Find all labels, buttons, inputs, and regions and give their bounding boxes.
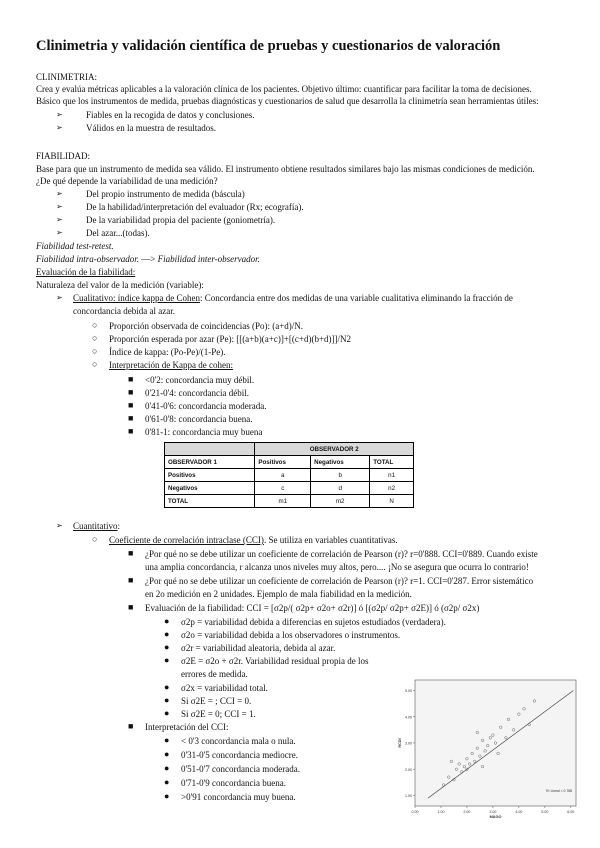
- evaluacion-heading: Evaluación de la fiabilidad:: [36, 267, 136, 277]
- x-tick-label: 1.00: [437, 810, 445, 814]
- cuantitativo-line: [73, 521, 120, 532]
- table-cell: Positivos: [165, 469, 255, 482]
- inter-observador: Fiabilidad inter-observador.: [157, 254, 260, 264]
- cci-sub: σ2o = variabilidad debida a los observadores o instrumentos.: [181, 630, 401, 640]
- square-bullet-icon: ■: [128, 426, 134, 436]
- arrow-bullet-icon: ➢: [56, 189, 63, 198]
- x-axis-label: MAGO: [489, 815, 502, 818]
- table-cell: d: [311, 482, 370, 495]
- fiabilidad-bullet: De la habilidad/interpretación del evaluador (Rx; ecografía).: [86, 202, 304, 212]
- table-cell: m2: [311, 495, 370, 508]
- dot-bullet-icon: ●: [164, 763, 170, 773]
- r2-annotation: R² Lineal = 0.788: [546, 789, 572, 793]
- cci-line: [109, 535, 398, 546]
- cci-sub: σ2p = variabilidad debida a diferencias en sujetos estudiados (verdadera).: [181, 617, 446, 627]
- dot-bullet-icon: ●: [164, 629, 170, 639]
- cualitativo-line: [73, 293, 513, 304]
- fiabilidad-p1: Base para que un instrumento de medida sea válido. El instrumento obtiene resultados similares bajo las mismas condiciones de medición.: [36, 164, 535, 174]
- cci-interp-item: < 0'3 concordancia mala o nula.: [181, 736, 296, 746]
- arrow-bullet-icon: ➢: [56, 293, 63, 302]
- cci-q2a: ¿Por qué no se debe utilizar un coeficiente de correlación de Pearson (r)? r=1. CCI=0'287. Error sistemático: [145, 576, 534, 586]
- cci-sub: σ2x = variabilidad total.: [181, 683, 268, 693]
- kappa-item: Índice de kappa: (Po-Pe)/(1-Pe).: [109, 347, 226, 357]
- test-retest: Fiabilidad test-retest.: [36, 241, 114, 251]
- arrow-text: —>: [141, 254, 156, 264]
- circle-bullet-icon: ○: [92, 320, 98, 330]
- table-cell: N: [370, 495, 414, 508]
- dot-bullet-icon: ●: [164, 616, 170, 626]
- fiabilidad-bullet: De la variabilidad propia del paciente (goniometría).: [86, 215, 276, 225]
- intra-observador: Fiabilidad intra-observador.: [36, 254, 139, 264]
- y-axis-label: RCDI: [398, 738, 402, 748]
- x-tick-label: 2.00: [463, 810, 471, 814]
- kappa-item: Proporción esperada por azar (Pe): [[(a+b)(a+c)]+[(c+d)(b+d)]]/N2: [109, 334, 352, 344]
- square-bullet-icon: ■: [128, 721, 134, 731]
- kappa-interp-label: Interpretación de Kappa de cohen:: [109, 360, 233, 370]
- kappa-item: Proporción observada de coincidencias (Po): (a+d)/N.: [109, 321, 304, 331]
- table-top-header: OBSERVADOR 2: [255, 443, 414, 456]
- circle-bullet-icon: ○: [92, 346, 98, 356]
- x-tick-label: 6.00: [567, 810, 575, 814]
- dot-bullet-icon: ●: [164, 655, 170, 665]
- cci-q2b: en 2o medición en 2 unidades. Ejemplo de mala fiabilidad en la medición.: [145, 589, 412, 599]
- dot-bullet-icon: ●: [164, 777, 170, 787]
- plot-area: [415, 680, 576, 806]
- square-bullet-icon: ■: [128, 400, 134, 410]
- square-bullet-icon: ■: [128, 387, 134, 397]
- scatter-chart: [395, 676, 580, 818]
- circle-bullet-icon: ○: [92, 359, 98, 369]
- arrow-bullet-icon: ➢: [56, 123, 63, 132]
- cualitativo-text2: concordancia debida al azar.: [73, 306, 175, 316]
- cci-interp-item: >0'91 concordancia muy buena.: [181, 792, 296, 802]
- cci-interp-label: Interpretación del CCI:: [145, 722, 229, 732]
- dot-bullet-icon: ●: [164, 791, 170, 801]
- kappa-interp-item: 0'21-0'4: concordancia débil.: [145, 388, 249, 398]
- table-col-header: TOTAL: [370, 456, 414, 469]
- cci-interp-item: 0'51-0'7 concordancia moderada.: [181, 764, 300, 774]
- table-col-header: Negativos: [311, 456, 370, 469]
- cci-sub: σ2E = σ2o + σ2r. Variabilidad residual propia de los: [181, 656, 369, 666]
- clinimetria-bullet: Fiables en la recogida de datos y conclusiones.: [86, 110, 255, 120]
- cualitativo-text: : Concordancia entre dos medidas de una variable cualitativa eliminando la fracción de: [199, 293, 513, 303]
- cci-text: . Se utiliza en variables cuantitativas.: [263, 535, 398, 545]
- dot-bullet-icon: ●: [164, 735, 170, 745]
- fiabilidad-bullet: Del azar...(todas).: [86, 228, 150, 238]
- circle-bullet-icon: ○: [92, 534, 98, 544]
- cci-sub: errores de medida.: [181, 669, 248, 679]
- dot-bullet-icon: ●: [164, 708, 170, 718]
- y-tick-label: 2.00: [405, 767, 412, 772]
- arrow-bullet-icon: ➢: [56, 215, 63, 224]
- cci-interp-item: 0'31-0'5 concordancia mediocre.: [181, 750, 298, 760]
- observer-table: [164, 442, 414, 508]
- cci-q1b: una amplia concordancia, r alcanza unos niveles muy altos, pero.... ¡No se asegura que ocurra lo contrario!: [145, 562, 529, 572]
- kappa-interp-item: 0'61-0'8: concordancia buena.: [145, 414, 253, 424]
- cci-sub: Si σ2E = 0; CCI = 1.: [181, 709, 256, 719]
- cualitativo-label: Cualitativo: índice kappa de Cohen: [73, 293, 200, 303]
- table-cell: TOTAL: [165, 495, 255, 508]
- table-col-header: OBSERVADOR 1: [165, 456, 255, 469]
- y-tick-label: 1.00: [405, 794, 412, 798]
- table-col-header: Positivos: [255, 456, 311, 469]
- clinimetria-p1: Crea y evalúa métricas aplicables a la valoración clínica de los pacientes. Objetivo último: cuantificar para facilitar la toma de decisiones.: [36, 84, 532, 94]
- clinimetria-heading: CLINIMETRIA:: [36, 72, 97, 82]
- page-title: Clinimetria y validación científica de pruebas y cuestionarios de valoración: [36, 38, 501, 54]
- dot-bullet-icon: ●: [164, 695, 170, 705]
- clinimetria-p2: Básico que los instrumentos de medida, pruebas diagnósticas y cuestionarios de salud que desarrolla la clinimetría sean herramientas útiles:: [36, 96, 539, 106]
- cci-sub: σ2r = variabilidad aleatoria, debida al azar.: [181, 643, 336, 653]
- arrow-bullet-icon: ➢: [56, 521, 63, 530]
- cci-sub: Si σ2E = ; CCI = 0.: [181, 696, 252, 706]
- arrow-bullet-icon: ➢: [56, 228, 63, 237]
- kappa-interp-item: 0'41-0'6: concordancia moderada.: [145, 401, 267, 411]
- cci-q1a: ¿Por qué no se debe utilizar un coeficiente de correlación de Pearson (r)? r=0'888. CCI=0'889. Cuando existe: [145, 549, 538, 559]
- y-tick-label: 4.00: [405, 715, 412, 720]
- table-cell: c: [255, 482, 311, 495]
- fiabilidad-p2: ¿De qué depende la variabilidad de una medición?: [36, 176, 218, 186]
- x-tick-label: 3.00: [489, 810, 497, 814]
- kappa-interp-item: 0'81-1: concordancia muy buena: [145, 427, 263, 437]
- arrow-bullet-icon: ➢: [56, 110, 63, 119]
- dot-bullet-icon: ●: [164, 749, 170, 759]
- table-row: [165, 482, 414, 495]
- dot-bullet-icon: ●: [164, 682, 170, 692]
- square-bullet-icon: ■: [128, 575, 134, 585]
- dot-bullet-icon: ●: [164, 642, 170, 652]
- square-bullet-icon: ■: [128, 602, 134, 612]
- table-cell: n1: [370, 469, 414, 482]
- y-tick-label: 3.00: [405, 741, 412, 746]
- kappa-interp-item: <0'2: concordancia muy débil.: [145, 375, 255, 385]
- circle-bullet-icon: ○: [92, 333, 98, 343]
- naturaleza-text: Naturaleza del valor de la medición (variable):: [36, 280, 204, 290]
- cci-label: Coeficiente de correlación intraclase (CCI): [109, 535, 264, 545]
- x-tick-label: 4.00: [515, 810, 523, 814]
- table-row: [165, 495, 414, 508]
- arrow-bullet-icon: ➢: [56, 202, 63, 211]
- fiabilidad-bullet: Del propio instrumento de medida (báscula): [86, 189, 245, 199]
- clinimetria-bullet: Válidos en la muestra de resultados.: [86, 123, 216, 133]
- fiabilidad-heading: FIABILIDAD:: [36, 151, 90, 161]
- table-cell: a: [255, 469, 311, 482]
- intra-inter-line: [36, 254, 260, 265]
- table-row: [165, 469, 414, 482]
- square-bullet-icon: ■: [128, 413, 134, 423]
- table-cell: n2: [370, 482, 414, 495]
- square-bullet-icon: ■: [128, 374, 134, 384]
- x-tick-label: 0.00: [411, 810, 419, 814]
- cci-interp-item: 0'71-0'9 concordancia buena.: [181, 778, 286, 788]
- square-bullet-icon: ■: [128, 548, 134, 558]
- table-corner: [165, 443, 255, 456]
- table-cell: Negativos: [165, 482, 255, 495]
- cuantitativo-colon: :: [117, 521, 121, 531]
- x-tick-label: 5.00: [541, 810, 549, 814]
- table-cell: b: [311, 469, 370, 482]
- y-tick-label: 5.00: [405, 689, 412, 693]
- table-cell: m1: [255, 495, 311, 508]
- cuantitativo-label: Cuantitativo: [73, 521, 118, 531]
- cci-eval: Evaluación de la fiabilidad: CCI = [σ2p/( σ2p+ σ2o+ σ2r)] ó [(σ2p/ σ2p+ σ2E)] ó (σ2p/ σ2x): [145, 603, 480, 613]
